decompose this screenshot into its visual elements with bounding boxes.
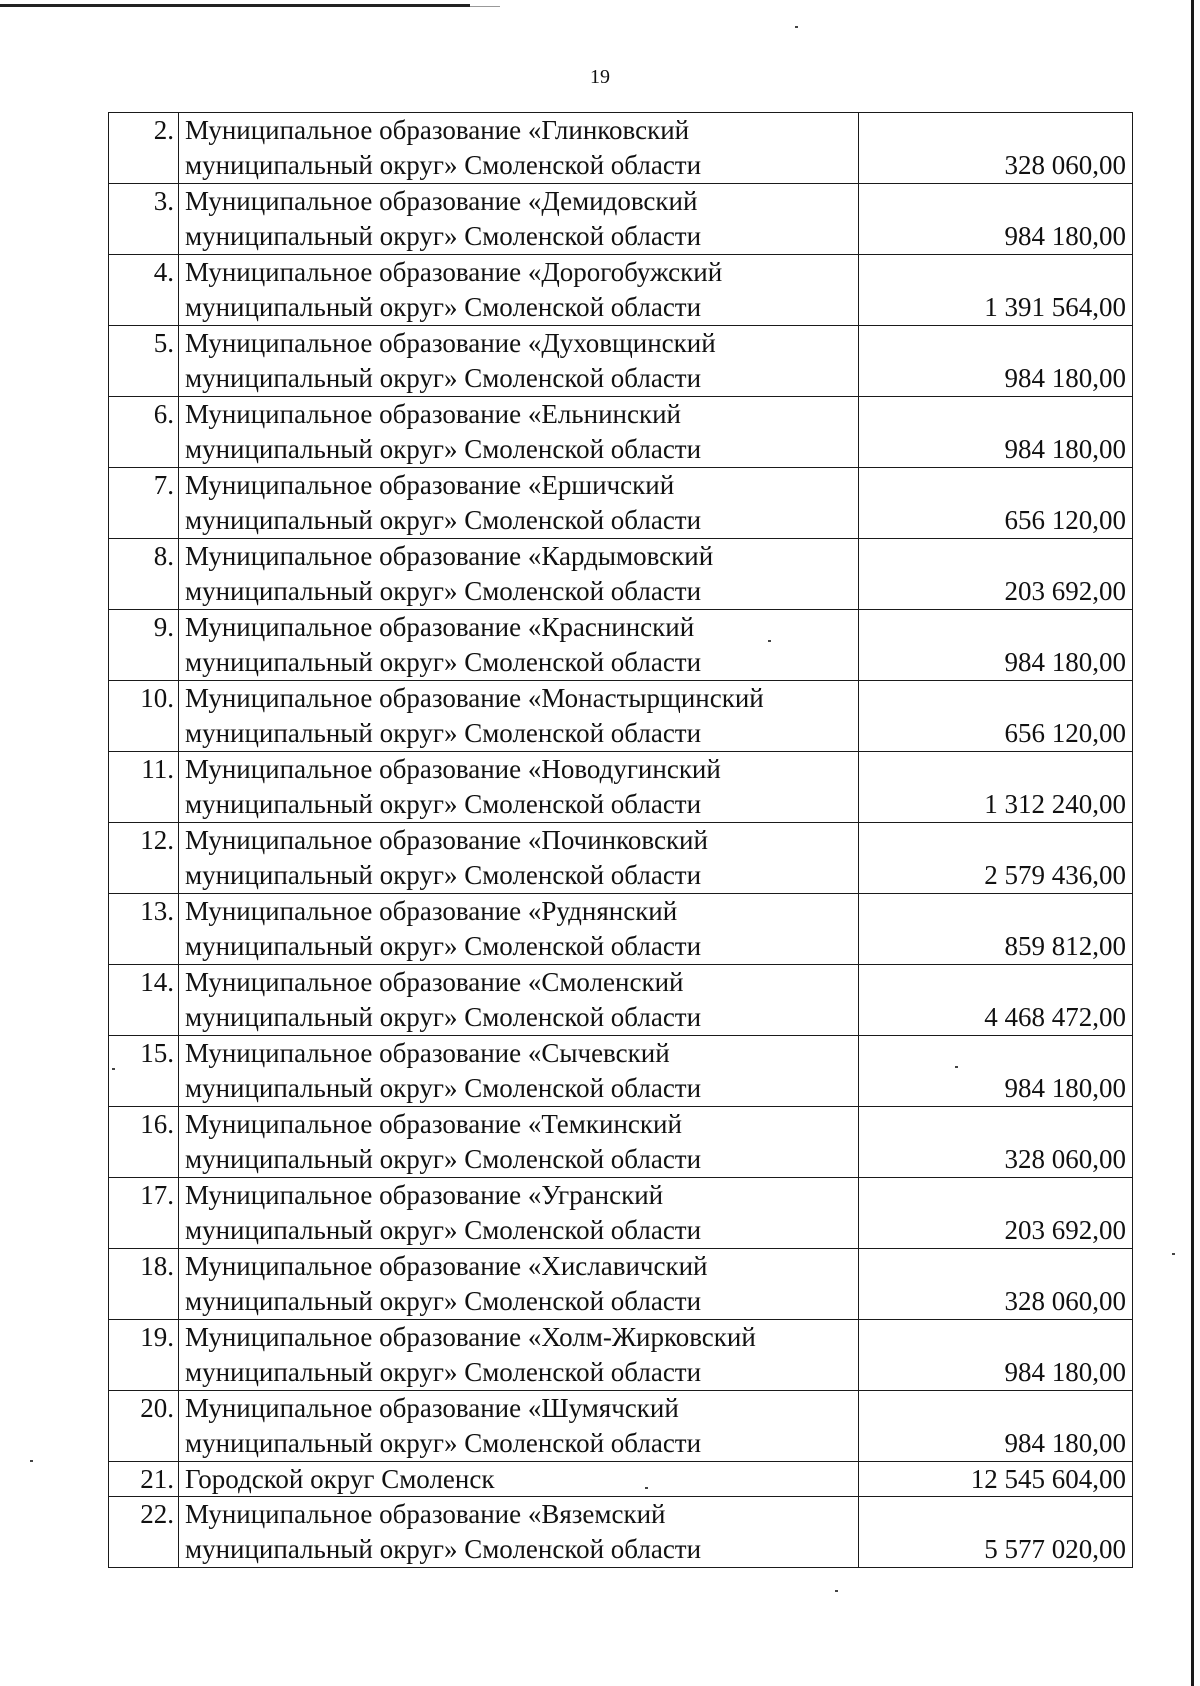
row-number: 16.: [109, 1107, 179, 1178]
row-number: 8.: [109, 539, 179, 610]
municipality-name: [179, 610, 859, 681]
amount-value: 328 060,00: [859, 1249, 1133, 1320]
amount-value: 984 180,00: [859, 1320, 1133, 1391]
municipality-name: [179, 184, 859, 255]
amount-value: 984 180,00: [859, 184, 1133, 255]
table-row: [109, 1178, 1133, 1249]
municipality-name-line2: муниципальный округ» Смоленской области: [185, 1534, 702, 1564]
row-number: 22.: [109, 1497, 179, 1568]
municipality-name-line1: Муниципальное образование «Руднянский: [185, 896, 678, 926]
municipality-name-line1: Муниципальное образование «Починковский: [185, 825, 708, 855]
row-number: 6.: [109, 397, 179, 468]
table-row: [109, 1107, 1133, 1178]
municipality-name-line1: Муниципальное образование «Новодугинский: [185, 754, 721, 784]
municipality-name-line2: муниципальный округ» Смоленской области: [185, 1073, 702, 1103]
scan-edge-line: [1191, 0, 1194, 1686]
allocation-table: [108, 112, 1133, 1568]
municipality-name-line2: муниципальный округ» Смоленской области: [185, 1215, 702, 1245]
table-row: [109, 326, 1133, 397]
municipality-name-line2: муниципальный округ» Смоленской области: [185, 221, 702, 251]
amount-value: 1 391 564,00: [859, 255, 1133, 326]
amount-value: 656 120,00: [859, 681, 1133, 752]
municipality-name-line2: муниципальный округ» Смоленской области: [185, 292, 702, 322]
row-number: 3.: [109, 184, 179, 255]
municipality-name: [179, 1249, 859, 1320]
municipality-name-line2: муниципальный округ» Смоленской области: [185, 718, 702, 748]
amount-value: 859 812,00: [859, 894, 1133, 965]
amount-value: 656 120,00: [859, 468, 1133, 539]
scan-speck: [645, 1487, 648, 1489]
municipality-name-line1: Муниципальное образование «Холм-Жирковский: [185, 1322, 756, 1352]
municipality-name-line2: муниципальный округ» Смоленской области: [185, 1286, 702, 1316]
row-number: 21.: [109, 1462, 179, 1497]
row-number: 4.: [109, 255, 179, 326]
municipality-name: [179, 894, 859, 965]
row-number: 5.: [109, 326, 179, 397]
table-row: [109, 397, 1133, 468]
table-row: [109, 1497, 1133, 1568]
municipality-name: [179, 468, 859, 539]
row-number: 15.: [109, 1036, 179, 1107]
row-number: 11.: [109, 752, 179, 823]
municipality-name: [179, 1462, 859, 1497]
row-number: 20.: [109, 1391, 179, 1462]
table-row: [109, 1391, 1133, 1462]
table-row: [109, 1249, 1133, 1320]
municipality-name: [179, 752, 859, 823]
amount-value: 12 545 604,00: [859, 1462, 1133, 1497]
top-border-line-thin: [470, 6, 500, 7]
table-row: [109, 468, 1133, 539]
amount-value: 328 060,00: [859, 1107, 1133, 1178]
municipality-name: [179, 1391, 859, 1462]
row-number: 14.: [109, 965, 179, 1036]
amount-value: 984 180,00: [859, 397, 1133, 468]
row-number: 12.: [109, 823, 179, 894]
municipality-name-line2: муниципальный округ» Смоленской области: [185, 434, 702, 464]
amount-value: 2 579 436,00: [859, 823, 1133, 894]
table-row: [109, 965, 1133, 1036]
row-number: 13.: [109, 894, 179, 965]
municipality-name: [179, 1178, 859, 1249]
table-row: [109, 894, 1133, 965]
amount-value: 4 468 472,00: [859, 965, 1133, 1036]
municipality-name-line1: Муниципальное образование «Хиславичский: [185, 1251, 708, 1281]
municipality-name-line2: муниципальный округ» Смоленской области: [185, 931, 702, 961]
table-row: [109, 1320, 1133, 1391]
municipality-name-line1: Муниципальное образование «Ельнинский: [185, 399, 681, 429]
top-border-line: [0, 4, 470, 7]
table-row: [109, 184, 1133, 255]
scan-speck: [1172, 1253, 1175, 1255]
table-row: [109, 1036, 1133, 1107]
municipality-name: [179, 113, 859, 184]
municipality-name-line2: муниципальный округ» Смоленской области: [185, 576, 702, 606]
municipality-name-line1: Муниципальное образование «Глинковский: [185, 115, 690, 145]
table-row: [109, 823, 1133, 894]
table-row: [109, 113, 1133, 184]
amount-value: 203 692,00: [859, 1178, 1133, 1249]
municipality-name-line2: муниципальный округ» Смоленской области: [185, 860, 702, 890]
municipality-name-line1: Муниципальное образование «Вяземский: [185, 1499, 666, 1529]
municipality-name: [179, 255, 859, 326]
scan-speck: [112, 1068, 115, 1070]
table-row: [109, 255, 1133, 326]
scan-speck: [955, 1066, 958, 1068]
row-number: 17.: [109, 1178, 179, 1249]
row-number: 9.: [109, 610, 179, 681]
table-row: [109, 539, 1133, 610]
page-number: 19: [590, 66, 610, 88]
amount-value: 328 060,00: [859, 113, 1133, 184]
row-number: 10.: [109, 681, 179, 752]
table-row: [109, 1462, 1133, 1497]
amount-value: 1 312 240,00: [859, 752, 1133, 823]
municipality-name: [179, 326, 859, 397]
table-row: [109, 681, 1133, 752]
municipality-name-line1: Муниципальное образование «Темкинский: [185, 1109, 682, 1139]
municipality-name-line1: Муниципальное образование «Кардымовский: [185, 541, 714, 571]
municipality-name: [179, 823, 859, 894]
municipality-name-line1: Муниципальное образование «Духовщинский: [185, 328, 716, 358]
municipality-name: [179, 1320, 859, 1391]
scan-speck: [30, 1460, 33, 1462]
municipality-name: [179, 1107, 859, 1178]
allocation-table-body: [109, 113, 1133, 1568]
municipality-name-line2: муниципальный округ» Смоленской области: [185, 1144, 702, 1174]
municipality-name-line2: муниципальный округ» Смоленской области: [185, 1357, 702, 1387]
table-row: [109, 752, 1133, 823]
municipality-name-line1: Муниципальное образование «Дорогобужский: [185, 257, 723, 287]
municipality-name: [179, 681, 859, 752]
amount-value: 984 180,00: [859, 326, 1133, 397]
municipality-name-line2: муниципальный округ» Смоленской области: [185, 363, 702, 393]
amount-value: 984 180,00: [859, 610, 1133, 681]
municipality-name-line1: Городской округ Смоленск: [185, 1464, 495, 1494]
municipality-name-line1: Муниципальное образование «Краснинский: [185, 612, 695, 642]
row-number: 18.: [109, 1249, 179, 1320]
row-number: 7.: [109, 468, 179, 539]
municipality-name-line1: Муниципальное образование «Ершичский: [185, 470, 675, 500]
municipality-name-line1: Муниципальное образование «Шумячский: [185, 1393, 679, 1423]
municipality-name: [179, 965, 859, 1036]
amount-value: 984 180,00: [859, 1391, 1133, 1462]
municipality-name-line2: муниципальный округ» Смоленской области: [185, 1428, 702, 1458]
municipality-name-line1: Муниципальное образование «Угранский: [185, 1180, 664, 1210]
amount-value: 984 180,00: [859, 1036, 1133, 1107]
municipality-name: [179, 539, 859, 610]
table-row: [109, 610, 1133, 681]
amount-value: 203 692,00: [859, 539, 1133, 610]
scan-speck: [795, 26, 798, 28]
municipality-name: [179, 1036, 859, 1107]
municipality-name-line1: Муниципальное образование «Монастырщинский: [185, 683, 764, 713]
municipality-name-line2: муниципальный округ» Смоленской области: [185, 1002, 702, 1032]
municipality-name-line1: Муниципальное образование «Демидовский: [185, 186, 698, 216]
scan-speck: [835, 1590, 838, 1592]
municipality-name: [179, 1497, 859, 1568]
amount-value: 5 577 020,00: [859, 1497, 1133, 1568]
municipality-name-line1: Муниципальное образование «Сычевский: [185, 1038, 670, 1068]
scan-speck: [768, 640, 771, 642]
municipality-name: [179, 397, 859, 468]
municipality-name-line2: муниципальный округ» Смоленской области: [185, 505, 702, 535]
row-number: 2.: [109, 113, 179, 184]
municipality-name-line1: Муниципальное образование «Смоленский: [185, 967, 684, 997]
municipality-name-line2: муниципальный округ» Смоленской области: [185, 150, 702, 180]
municipality-name-line2: муниципальный округ» Смоленской области: [185, 789, 702, 819]
row-number: 19.: [109, 1320, 179, 1391]
municipality-name-line2: муниципальный округ» Смоленской области: [185, 647, 702, 677]
